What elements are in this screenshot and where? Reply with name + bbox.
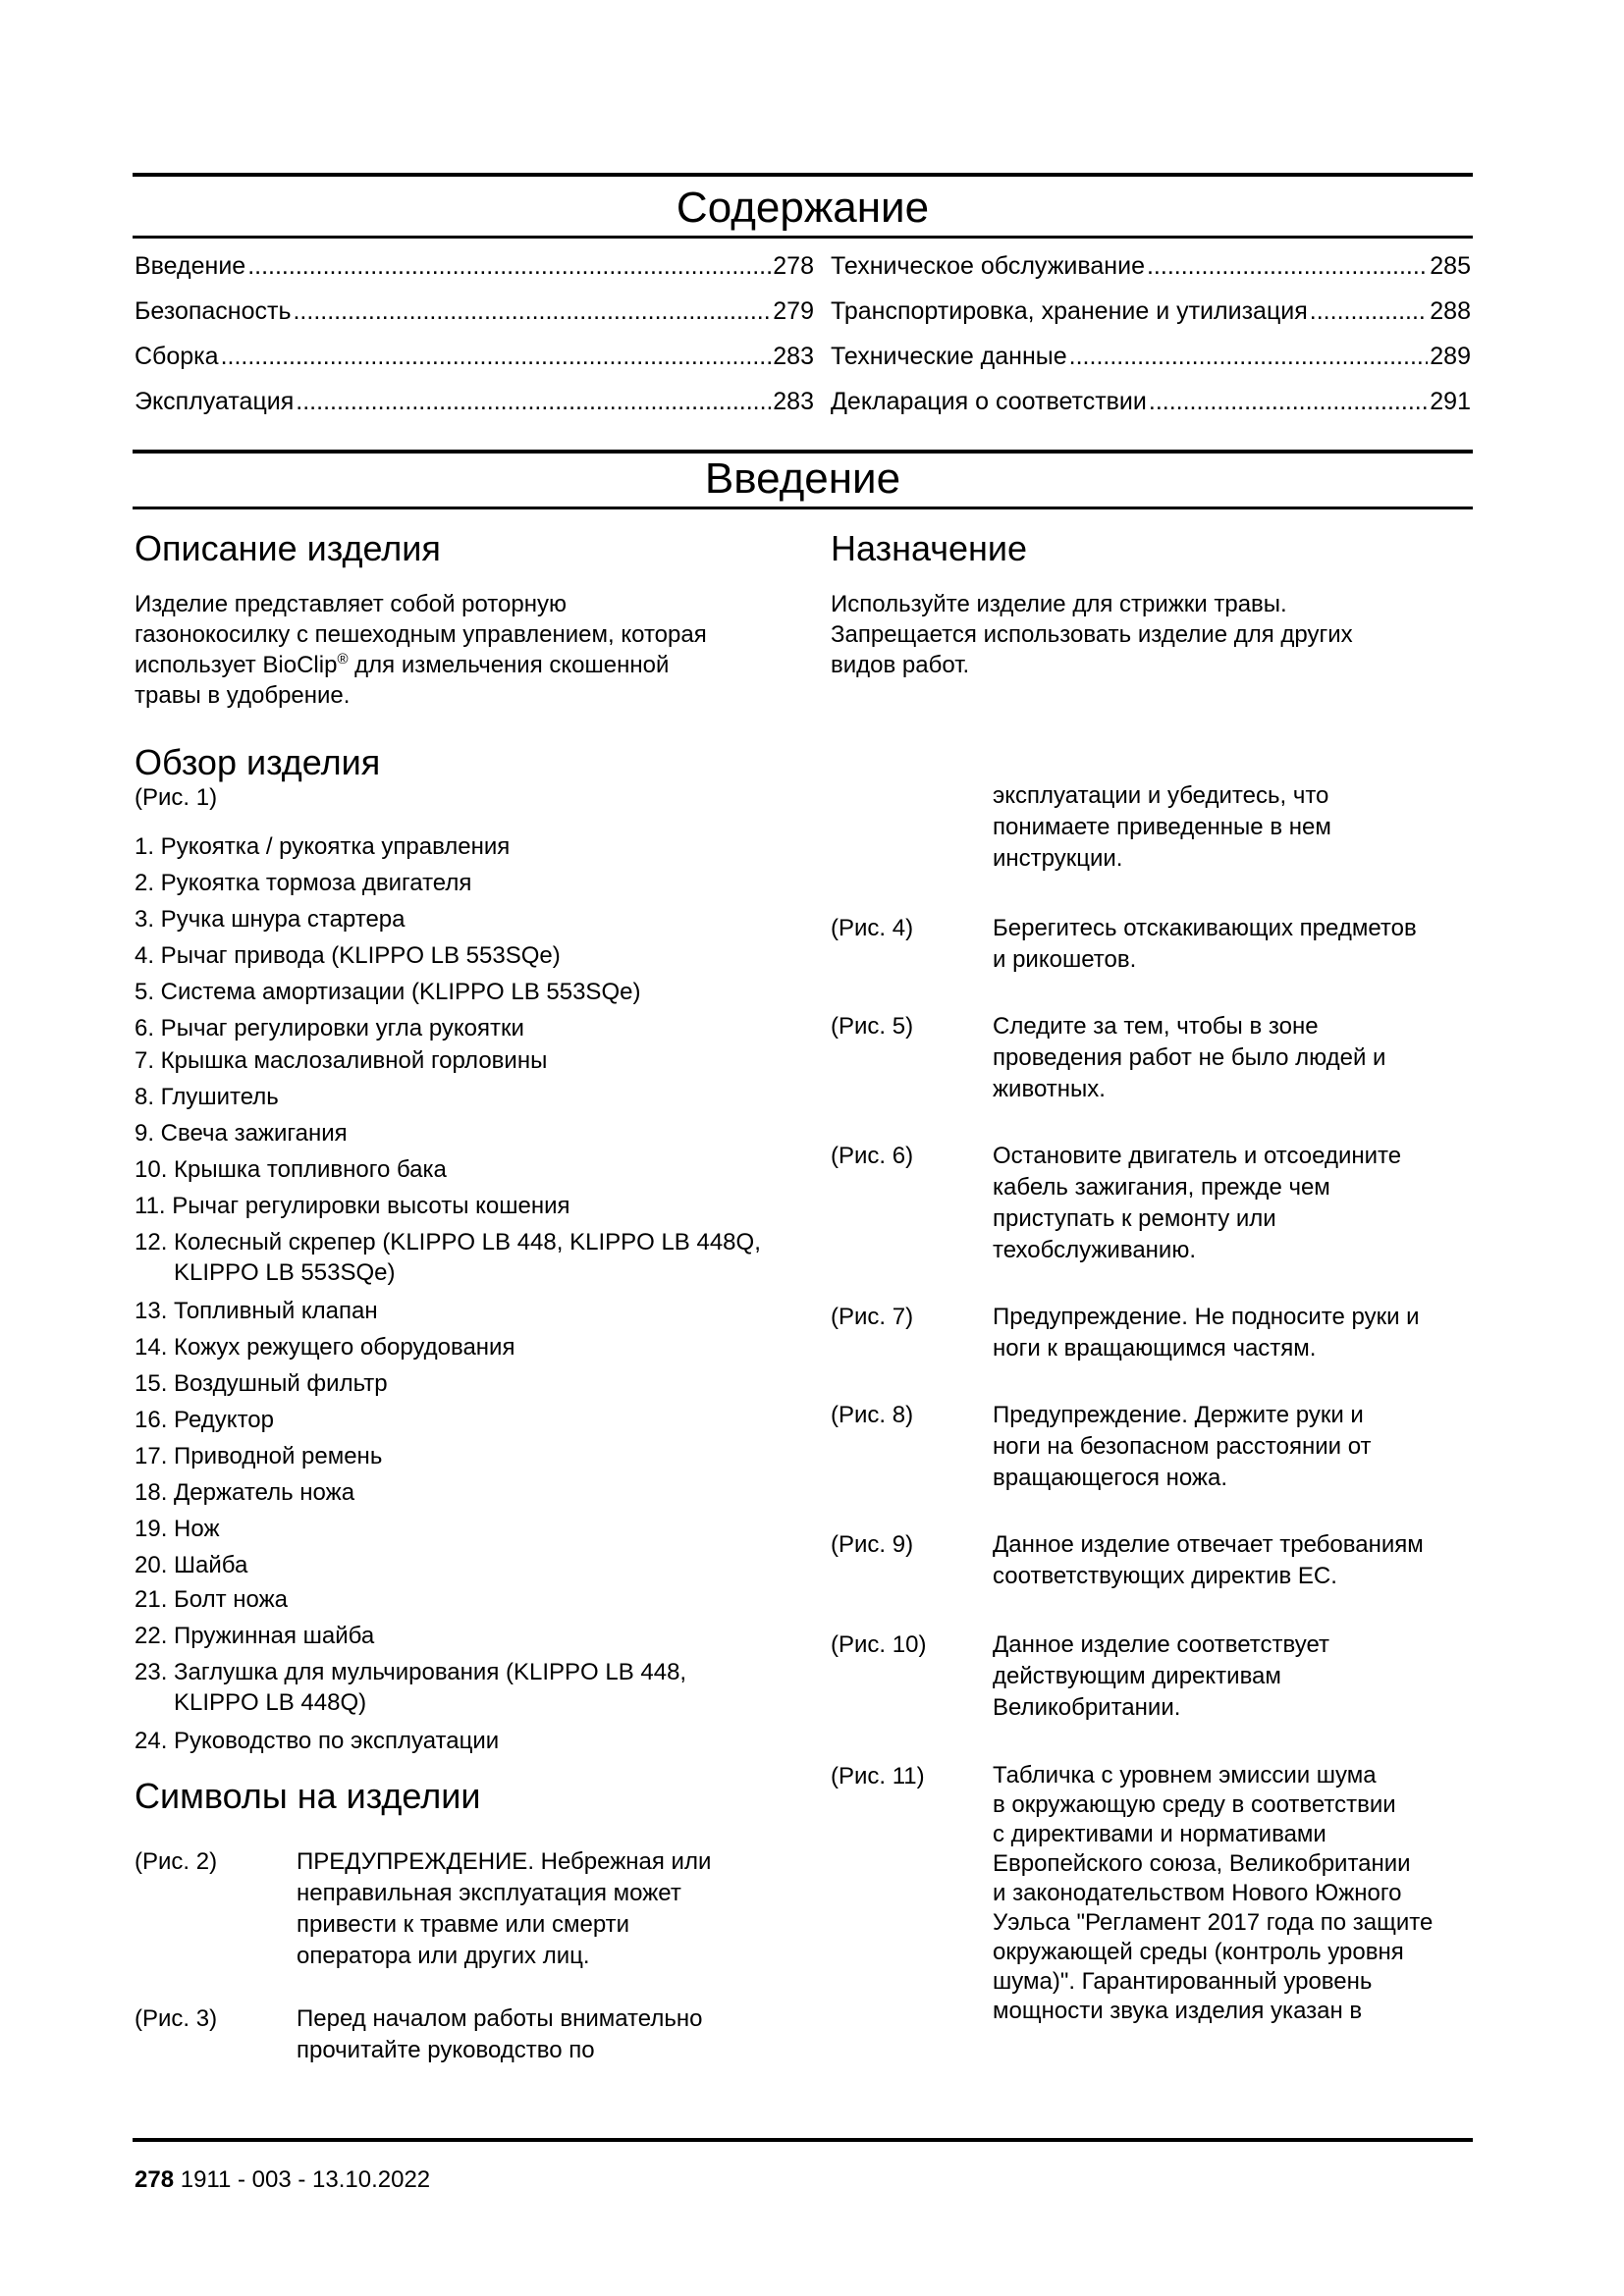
list-item: 20. Шайба: [135, 1552, 248, 1578]
symbol-description: [297, 1846, 711, 1972]
toc-title: Содержание: [676, 184, 930, 232]
toc-leader-dots: [1069, 342, 1429, 371]
text-line: Используйте изделие для стрижки травы.: [831, 591, 1287, 617]
list-item: 19. Нож: [135, 1516, 220, 1542]
list-item: 22. Пружинная шайба: [135, 1623, 375, 1649]
symbol-description: [297, 2003, 702, 2066]
list-item: 5. Система амортизации (KLIPPO LB 553SQe): [135, 979, 641, 1005]
list-item: 18. Держатель ножа: [135, 1479, 355, 1506]
list-item: 14. Кожух режущего оборудования: [135, 1334, 515, 1361]
symbol-fig-ref: (Рис. 8): [831, 1402, 914, 1428]
text-line: видов работ.: [831, 652, 970, 678]
symbol-fig-ref: (Рис. 4): [831, 915, 914, 941]
text-line: Запрещается использовать изделие для других: [831, 621, 1353, 648]
symbol-fig-ref: (Рис. 7): [831, 1304, 914, 1330]
toc-title-rule: [133, 236, 1473, 239]
toc-entry[interactable]: [831, 296, 1471, 326]
text-line: привести к травме или смерти: [297, 1911, 630, 1938]
text-line: Остановите двигатель и отсоедините: [993, 1143, 1402, 1169]
text-line: травы в удобрение.: [135, 682, 351, 709]
symbol-continuation: [831, 780, 1469, 879]
symbol-description: [993, 1141, 1401, 1266]
toc-leader-dots: [293, 296, 771, 326]
symbol-entry: [831, 1141, 1469, 1268]
toc-entry-label: Сборка: [135, 343, 219, 370]
symbol-description: [993, 1629, 1329, 1724]
toc-entry-label: Безопасность: [135, 297, 292, 325]
section-rule-bottom: [133, 507, 1473, 509]
text-line: в окружающую среду в соответствии: [993, 1791, 1396, 1818]
symbol-fig-ref: (Рис. 10): [831, 1631, 927, 1658]
toc-entry-page: 283: [773, 388, 814, 415]
symbol-fig-ref: (Рис. 9): [831, 1531, 914, 1558]
text-line: техобслуживанию.: [993, 1237, 1196, 1263]
bioclip-text: использует BioClip: [135, 652, 338, 678]
symbol-entry: [135, 2003, 773, 2072]
symbol-entry: [831, 1302, 1469, 1370]
symbol-fig-ref: (Рис. 5): [831, 1013, 914, 1040]
symbol-description: [993, 1529, 1424, 1592]
text-line: ноги на безопасном расстоянии от: [993, 1433, 1372, 1460]
text-line: действующим директивам: [993, 1663, 1281, 1689]
symbol-entry: [831, 1011, 1469, 1109]
list-item: 23. Заглушка для мульчирования (KLIPPO LB 448, KLIPPO LB 448Q): [135, 1659, 687, 1716]
text-line: шума)". Гарантированный уровень: [993, 1968, 1373, 1995]
purpose-text: [831, 589, 1469, 680]
toc-entry-page: 278: [773, 252, 814, 280]
toc-entry[interactable]: [135, 251, 814, 281]
overview-fig-ref: (Рис. 1): [135, 784, 218, 811]
symbol-fig-ref: (Рис. 6): [831, 1143, 914, 1169]
symbol-description: [993, 1400, 1372, 1494]
toc-entry[interactable]: [831, 342, 1471, 371]
symbols-heading: Символы на изделии: [135, 1776, 481, 1816]
toc-leader-dots: [247, 251, 771, 281]
text-line: Данное изделие соответствует: [993, 1631, 1330, 1658]
text-line: оператора или других лиц.: [297, 1943, 590, 1969]
text-line: соответствующих директив ЕС.: [993, 1563, 1337, 1589]
symbol-description: [993, 780, 1331, 875]
text-line: Европейского союза, Великобритании: [993, 1850, 1411, 1877]
list-item: 21. Болт ножа: [135, 1586, 288, 1613]
text-line: кабель зажигания, прежде чем: [993, 1174, 1330, 1201]
text-line: окружающей среды (контроль уровня: [993, 1939, 1404, 1965]
text-line: Табличка с уровнем эмиссии шума: [993, 1762, 1377, 1789]
toc-entry[interactable]: [831, 387, 1471, 416]
text-line: Предупреждение. Не подносите руки и: [993, 1304, 1420, 1330]
text-line: мощности звука изделия указан в: [993, 1998, 1363, 2024]
description-heading: Описание изделия: [135, 528, 441, 568]
toc-entry[interactable]: [831, 251, 1471, 281]
text-line: вращающегося ножа.: [993, 1465, 1228, 1491]
toc-entry[interactable]: [135, 342, 814, 371]
text-line: ПРЕДУПРЕЖДЕНИЕ. Небрежная или: [297, 1848, 712, 1875]
symbol-description: [993, 1761, 1503, 2026]
text-line: Уэльса "Регламент 2017 года по защите: [993, 1909, 1434, 1936]
toc-entry-label: Технические данные: [831, 343, 1067, 370]
text-line: газонокосилку с пешеходным управлением, которая: [135, 621, 707, 648]
purpose-heading: Назначение: [831, 528, 1028, 568]
toc-entry-page: 288: [1430, 297, 1471, 325]
list-item: 3. Ручка шнура стартера: [135, 906, 406, 933]
toc-leader-dots: [221, 342, 772, 371]
toc-entry-page: 285: [1430, 252, 1471, 280]
text-line: с директивами и нормативами: [993, 1821, 1326, 1847]
list-item: 6. Рычаг регулировки угла рукоятки: [135, 1015, 524, 1041]
text-line: Предупреждение. Держите руки и: [993, 1402, 1364, 1428]
list-item: 16. Редуктор: [135, 1407, 274, 1433]
doc-code: 1911 - 003 - 13.10.2022: [174, 2166, 431, 2193]
text-line: инструкции.: [993, 845, 1123, 872]
list-item: 15. Воздушный фильтр: [135, 1370, 388, 1397]
list-item: 17. Приводной ремень: [135, 1443, 383, 1469]
toc-entry-label: Введение: [135, 252, 246, 280]
text-line: Берегитесь отскакивающих предметов: [993, 915, 1417, 941]
symbol-description: [993, 1302, 1420, 1364]
symbol-fig-ref: (Рис. 11): [831, 1763, 925, 1789]
toc-leader-dots: [296, 387, 771, 416]
footer-rule: [133, 2138, 1473, 2142]
toc-entry-page: 291: [1430, 388, 1471, 415]
page-number: 278: [135, 2166, 175, 2193]
text-line: Перед началом работы внимательно: [297, 2005, 703, 2032]
text-line: животных.: [993, 1076, 1106, 1102]
symbol-entry: [831, 1400, 1469, 1498]
list-item: 13. Топливный клапан: [135, 1298, 378, 1324]
text-line: эксплуатации и убедитесь, что: [993, 782, 1329, 809]
text-line: прочитайте руководство по: [297, 2037, 595, 2063]
symbol-entry: [831, 1761, 1518, 2056]
toc-leader-dots: [1310, 296, 1429, 326]
text-line-tail: для измельчения скошенной: [348, 652, 670, 678]
symbol-entry: [831, 1529, 1469, 1598]
toc-entry-label: Транспортировка, хранение и утилизация: [831, 297, 1308, 325]
symbol-fig-ref: (Рис. 2): [135, 1848, 218, 1875]
text-line: Данное изделие отвечает требованиям: [993, 1531, 1424, 1558]
toc-entry-label: Эксплуатация: [135, 388, 295, 415]
overview-heading: Обзор изделия: [135, 742, 381, 782]
symbol-description: [993, 1011, 1385, 1105]
text-line: Следите за тем, чтобы в зоне: [993, 1013, 1319, 1040]
toc-entry-page: 283: [773, 343, 814, 370]
list-item: 24. Руководство по эксплуатации: [135, 1728, 500, 1754]
section-title: Введение: [704, 454, 901, 503]
toc-entry-page: 289: [1430, 343, 1471, 370]
toc-leader-dots: [1147, 251, 1428, 281]
text-line: Великобритании.: [993, 1694, 1181, 1721]
toc-entry-label: Техническое обслуживание: [831, 252, 1145, 280]
toc-entry-label: Декларация о соответствии: [831, 388, 1147, 415]
list-item: 2. Рукоятка тормоза двигателя: [135, 870, 472, 896]
text-line: и рикошетов.: [993, 946, 1137, 973]
toc-entry-page: 279: [773, 297, 814, 325]
symbol-entry: [831, 1629, 1469, 1728]
list-item: 11. Рычаг регулировки высоты кошения: [135, 1193, 570, 1219]
list-item: 10. Крышка топливного бака: [135, 1156, 447, 1183]
toc-entry[interactable]: [135, 296, 814, 326]
text-line: и законодательством Нового Южного: [993, 1880, 1402, 1906]
text-line: проведения работ не было людей и: [993, 1044, 1386, 1071]
symbol-entry: [135, 1846, 773, 1974]
symbol-entry: [831, 913, 1469, 982]
text-line: [135, 650, 783, 680]
symbol-fig-ref: (Рис. 3): [135, 2005, 218, 2032]
toc-leader-dots: [1149, 387, 1428, 416]
toc-entry[interactable]: [135, 387, 814, 416]
list-item: 4. Рычаг привода (KLIPPO LB 553SQe): [135, 942, 561, 969]
text-line: приступать к ремонту или: [993, 1205, 1276, 1232]
description-text: [135, 589, 783, 711]
text-line: Изделие представляет собой роторную: [135, 591, 567, 617]
text-line: ноги к вращающимся частям.: [993, 1335, 1317, 1362]
registered-mark: ®: [337, 651, 349, 667]
top-rule: [133, 173, 1473, 177]
list-item: 1. Рукоятка / рукоятка управления: [135, 833, 511, 860]
list-item: 8. Глушитель: [135, 1084, 279, 1110]
list-item: 12. Колесный скрепер (KLIPPO LB 448, KLIPPO LB 448Q, KLIPPO LB 553SQe): [135, 1229, 761, 1286]
symbol-description: [993, 913, 1417, 976]
text-line: понимаете приведенные в нем: [993, 814, 1331, 840]
list-item: 9. Свеча зажигания: [135, 1120, 348, 1147]
list-item: 7. Крышка маслозаливной горловины: [135, 1047, 548, 1074]
text-line: неправильная эксплуатация может: [297, 1880, 681, 1906]
page-footer: [135, 2165, 430, 2195]
